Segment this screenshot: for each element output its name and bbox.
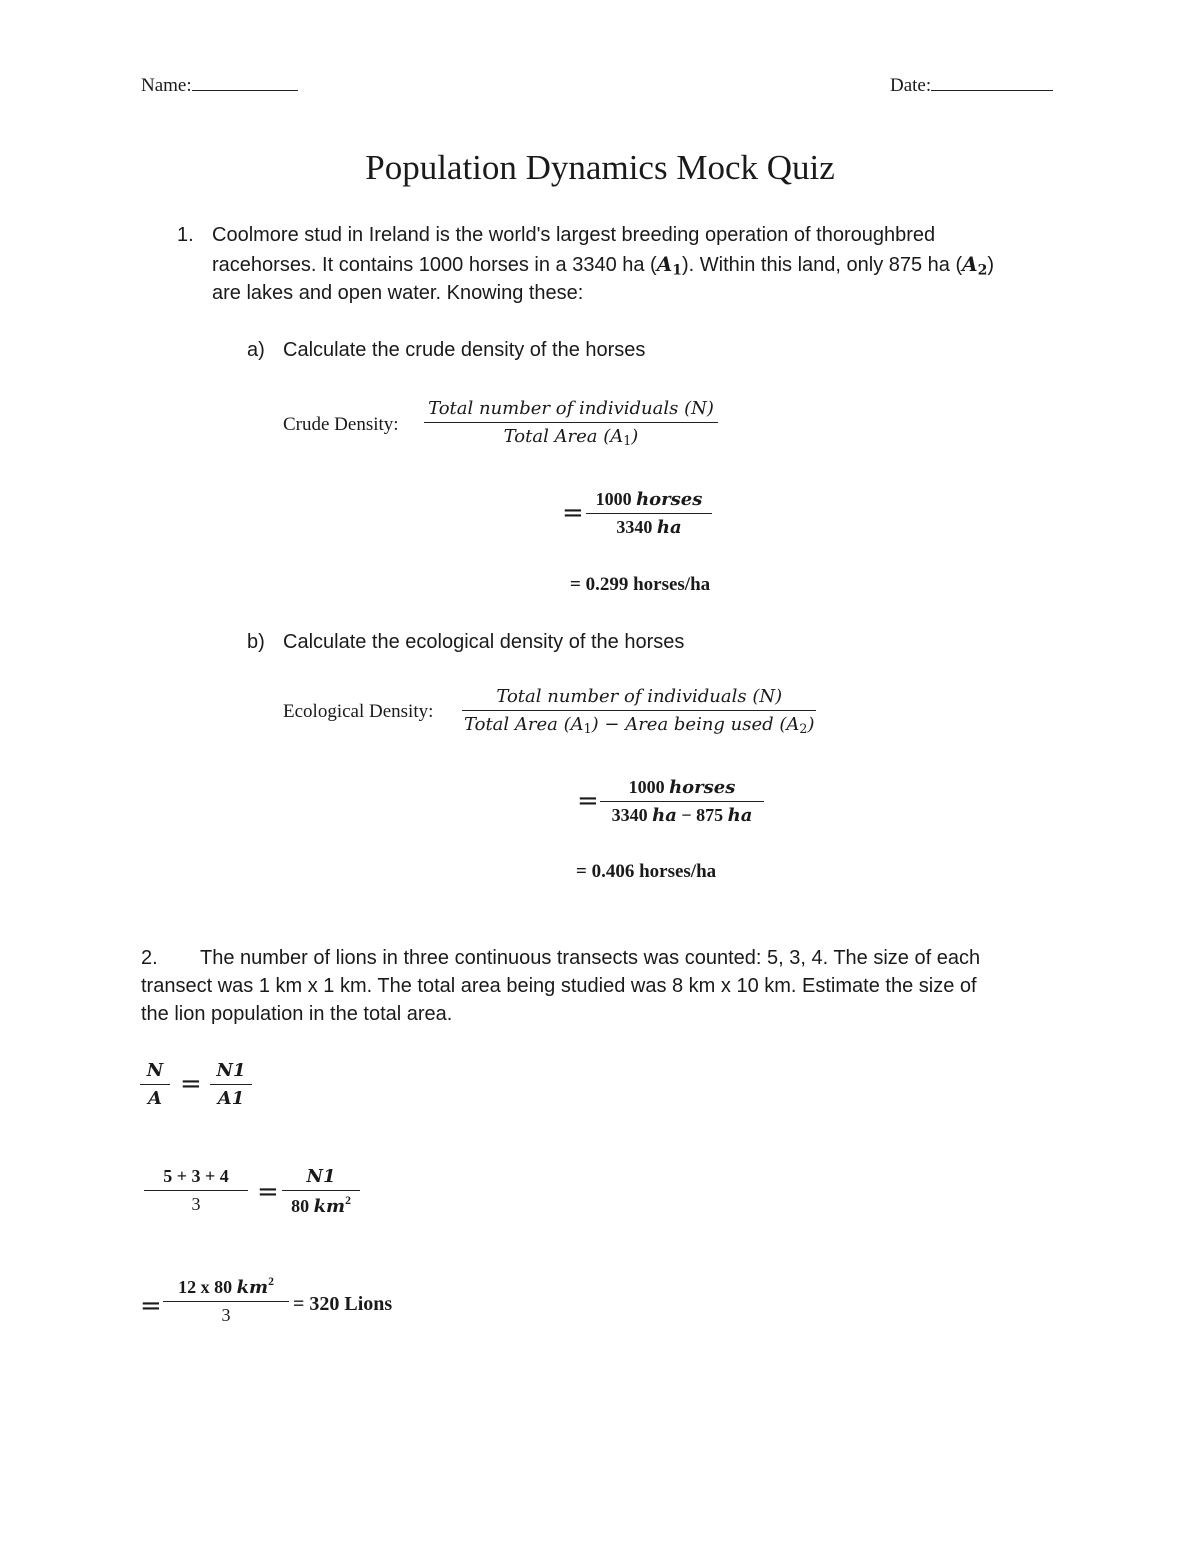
q2-eq1-left-num: N (140, 1060, 170, 1085)
crude-step-denominator: 3340 ha (616, 517, 682, 538)
date-blank-line[interactable] (931, 72, 1053, 91)
q1b-label: b) (247, 631, 265, 653)
q1-line-2a: racehorses. It contains 1000 horses in a 3340 ha ( (212, 254, 657, 276)
crude-step-equals: = (562, 498, 584, 528)
q2-eq1-left-den: A (148, 1088, 162, 1109)
q2-line-3: the lion population in the total area. (141, 1003, 453, 1025)
crude-step-numerator: 1000 horses (586, 489, 712, 514)
q2-eq3-equals: = (140, 1291, 162, 1321)
q2-eq2-left-den: 3 (191, 1194, 201, 1214)
q2-eq3-fraction (163, 1275, 289, 1326)
crude-density-numerator: Total number of individuals (N) (424, 398, 718, 423)
q2-eq1-left-fraction (140, 1060, 170, 1109)
q2-final-result: = 320 Lions (293, 1293, 393, 1315)
ecological-step-denominator: 3340 ha − 875 ha (611, 805, 753, 826)
ecological-density-numerator: Total number of individuals (N) (462, 686, 816, 711)
q2-eq2-right-fraction (282, 1166, 360, 1217)
ecological-density-label: Ecological Density: (283, 701, 434, 722)
q2-eq3-den: 3 (221, 1305, 231, 1326)
q2-eq1-right-den: A1 (217, 1088, 245, 1109)
crude-density-step (586, 489, 712, 538)
date-label: Date: (890, 75, 932, 96)
q1a-label: a) (247, 339, 265, 361)
crude-density-denominator: Total Area $(A_1)$ (503, 426, 639, 449)
q1a-text: Calculate the crude density of the horses (283, 339, 646, 361)
name-field-label (141, 72, 298, 97)
q1-number: 1. (177, 224, 194, 246)
q2-eq2-equals: = (257, 1177, 279, 1207)
name-label: Name: (141, 75, 192, 96)
crude-density-label: Crude Density: (283, 414, 399, 435)
q2-eq1-right-fraction (210, 1060, 252, 1109)
date-field-label (890, 72, 1053, 97)
ecological-density-formula (460, 686, 818, 736)
q1-line-1: Coolmore stud in Ireland is the world's largest breeding operation of thoroughbred (212, 224, 936, 246)
q1b-text: Calculate the ecological density of the horses (283, 631, 685, 653)
ecological-step-numerator: 1000 horses (600, 777, 764, 802)
q1-line-3: are lakes and open water. Knowing these: (212, 282, 584, 304)
q1-a1-symbol: $A_1$ (656, 252, 682, 279)
q2-eq1-right-num: N1 (210, 1060, 252, 1085)
crude-density-formula (424, 398, 718, 448)
q1-line-2b: ). Within this land, only 875 ha ( (682, 254, 963, 276)
q2-eq2-left-num: 5 + 3 + 4 (144, 1166, 248, 1191)
q2-line-2: transect was 1 km x 1 km. The total area being studied was 8 km x 10 km. Estimate the size of (141, 975, 977, 997)
q2-eq1-equals: = (180, 1069, 202, 1099)
q2-line-1: The number of lions in three continuous transects was counted: 5, 3, 4. The size of each (200, 947, 981, 969)
ecological-density-step (600, 777, 764, 826)
crude-density-result: = 0.299 horses/ha (570, 574, 711, 595)
ecological-density-result: = 0.406 horses/ha (576, 861, 717, 882)
q1-a2-symbol: $A_2$ (962, 252, 988, 279)
ecological-step-equals: = (577, 786, 599, 816)
q2-number: 2. (141, 947, 158, 969)
name-blank-line[interactable] (192, 72, 298, 91)
q2-eq3-num: 12 x 80 $km^2$ (163, 1275, 289, 1302)
q2-eq2-right-num: N1 (282, 1166, 360, 1191)
q1-line-2c: ) (987, 254, 995, 276)
q2-eq2-left-fraction (144, 1166, 248, 1215)
q2-eq2-right-den: 80 $km^2$ (291, 1194, 351, 1218)
ecological-density-denominator: Total Area $(A_1)$ − Area being used $(A_2)$ (464, 714, 815, 737)
page-title: Population Dynamics Mock Quiz (365, 148, 835, 187)
